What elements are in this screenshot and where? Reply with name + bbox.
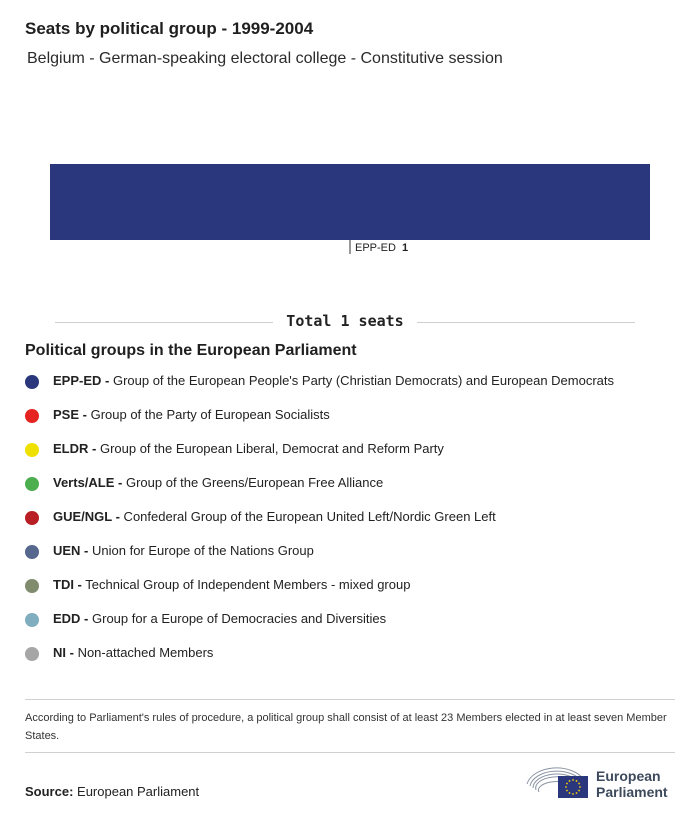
bar-epp-ed	[50, 164, 650, 240]
source-label: Source:	[25, 784, 74, 799]
legend-desc: Group for a Europe of Democracies and Diversities	[88, 611, 387, 626]
gue-ngl-color-dot	[25, 511, 39, 525]
ni-color-dot	[25, 647, 39, 661]
note-divider-top	[25, 699, 675, 700]
uen-color-dot	[25, 545, 39, 559]
eu-star-icon	[566, 790, 568, 792]
verts-ale-color-dot	[25, 477, 39, 491]
eu-star-icon	[572, 779, 574, 781]
footnote: According to Parliament's rules of procedure, a political group shall consist of at least 23 Members elected in at least seven Member States.	[25, 712, 667, 742]
european-parliament-logo	[524, 760, 679, 802]
eu-star-icon	[566, 783, 568, 785]
legend-abbr: TDI -	[53, 577, 82, 592]
eldr-color-dot	[25, 443, 39, 457]
legend-item-uen	[25, 541, 685, 575]
bar-label	[355, 242, 408, 254]
legend-item-tdi	[25, 575, 685, 609]
legend-item-pse	[25, 405, 685, 439]
legend-desc: Group of the European Liberal, Democrat and Reform Party	[96, 441, 444, 456]
pse-color-dot	[25, 409, 39, 423]
legend-abbr: GUE/NGL -	[53, 509, 120, 524]
legend-abbr: UEN -	[53, 543, 89, 558]
eu-star-icon	[578, 790, 580, 792]
total-seats: Total 1 seats	[286, 312, 404, 330]
total-divider-right	[417, 322, 635, 323]
legend-desc: Confederal Group of the European United Left/Nordic Green Left	[119, 509, 496, 524]
legend-abbr: EDD -	[53, 611, 89, 626]
legend-desc: Group of the European People's Party (Christian Democrats) and European Democrats	[109, 373, 615, 388]
hemicycle-flag-icon	[524, 760, 590, 802]
bar-label-group: EPP-ED	[355, 242, 396, 254]
tdi-color-dot	[25, 579, 39, 593]
eu-star-icon	[572, 793, 574, 795]
chart-subtitle: Belgium - German-speaking electoral college - Constitutive session	[27, 50, 503, 67]
legend-item-gue-ngl	[25, 507, 685, 541]
epp-ed-color-dot	[25, 375, 39, 389]
legend-desc: Non-attached Members	[73, 645, 214, 660]
legend-item-ni	[25, 643, 685, 677]
legend-item-edd	[25, 609, 685, 643]
legend-desc: Union for Europe of the Nations Group	[88, 543, 314, 558]
eu-star-icon	[569, 792, 571, 794]
logo-line-2: Parliament	[596, 784, 668, 800]
edd-color-dot	[25, 613, 39, 627]
legend	[25, 371, 685, 677]
eu-star-icon	[565, 786, 567, 788]
eu-star-icon	[576, 780, 578, 782]
legend-desc: Group of the Party of European Socialists	[86, 407, 330, 422]
chart-title: Seats by political group - 1999-2004	[25, 19, 314, 38]
eu-star-icon	[576, 792, 578, 794]
legend-abbr: ELDR -	[53, 441, 97, 456]
legend-item-eldr	[25, 439, 685, 473]
legend-item-epp-ed	[25, 371, 685, 405]
legend-desc: Group of the Greens/European Free Alliance	[122, 475, 384, 490]
bar-label-seats: 1	[402, 242, 409, 254]
legend-abbr: NI -	[53, 645, 74, 660]
note-divider-bottom	[25, 752, 675, 753]
eu-star-icon	[569, 780, 571, 782]
legend-item-verts-ale	[25, 473, 685, 507]
eu-star-icon	[578, 783, 580, 785]
seats-bar-chart	[0, 150, 700, 260]
source-value: European Parliament	[73, 784, 200, 799]
total-row	[55, 312, 635, 332]
eu-star-icon	[579, 786, 581, 788]
legend-title: Political groups in the European Parliament	[25, 342, 357, 359]
legend-desc: Technical Group of Independent Members - mixed group	[81, 577, 411, 592]
legend-abbr: PSE -	[53, 407, 87, 422]
source-line	[25, 784, 199, 799]
logo-line-1: European	[596, 768, 661, 784]
legend-abbr: Verts/ALE -	[53, 475, 123, 490]
legend-abbr: EPP-ED -	[53, 373, 110, 388]
